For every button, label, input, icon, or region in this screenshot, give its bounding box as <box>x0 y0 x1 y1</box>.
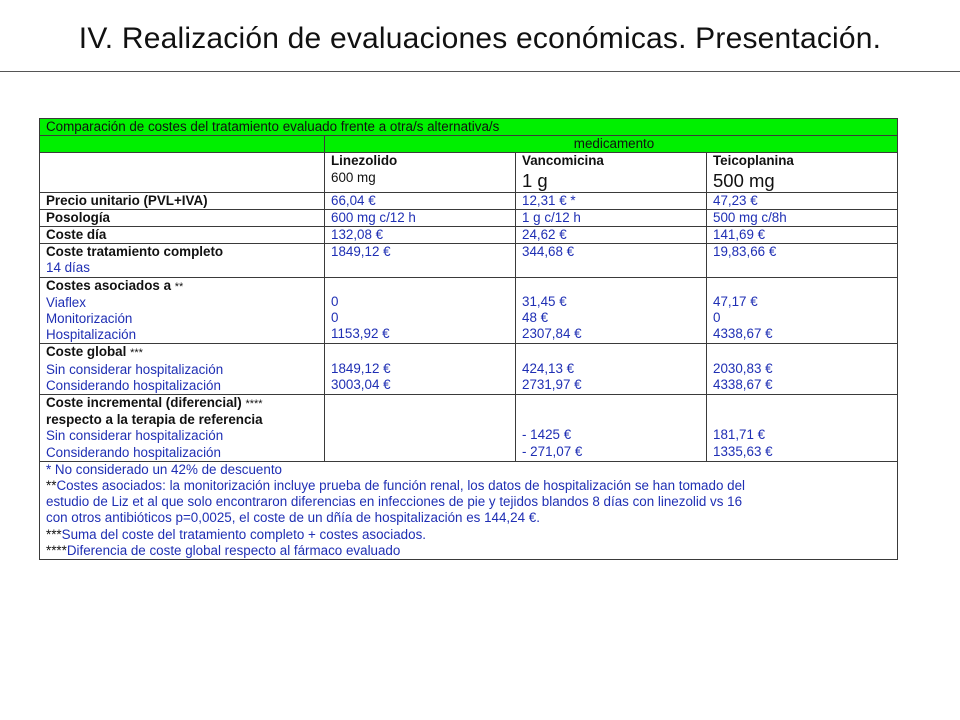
table-row <box>40 244 898 277</box>
footnote: **Costes asociados: la monitorización incluye prueba de función renal, los datos de hospitalización se han tomado del <box>46 478 745 494</box>
table-heading: Comparación de costes del tratamiento evaluado frente a otra/s alternativa/s <box>40 119 898 136</box>
drug-dose: 500 mg <box>713 169 775 191</box>
value-cell: 47,23 € <box>707 192 898 209</box>
value-cell: 2030,83 € 4338,67 € <box>707 344 898 395</box>
value-cell: 132,08 € <box>325 227 516 244</box>
value-cell: 66,04 € <box>325 192 516 209</box>
drug-header-teicoplanina <box>707 153 898 192</box>
cost-comparison-table <box>39 118 898 560</box>
row-label-full-treatment: Coste tratamiento completo 14 días <box>40 244 325 277</box>
row-label-price: Precio unitario (PVL+IVA) <box>40 192 325 209</box>
value-cell: 19,83,66 € <box>707 244 898 277</box>
table-heading-row <box>40 119 898 136</box>
value-cell: 1849,12 € <box>325 244 516 277</box>
drug-dose: 1 g <box>522 169 548 191</box>
value-cell: 31,45 € 48 € 2307,84 € <box>516 277 707 344</box>
row-label-associated-costs: Costes asociados a ** Viaflex Monitorización Hospitalización <box>40 277 325 344</box>
value-cell: 47,17 € 0 4338,67 € <box>707 277 898 344</box>
row-label-daily-cost: Coste día <box>40 227 325 244</box>
table-row <box>40 277 898 344</box>
value-cell: 500 mg c/8h <box>707 209 898 226</box>
footnote-marker: **** <box>245 398 263 411</box>
footnote: * No considerado un 42% de descuento <box>46 461 282 477</box>
table-row <box>40 209 898 226</box>
value-cell: 24,62 € <box>516 227 707 244</box>
table-row <box>40 227 898 244</box>
drug-name: Teicoplanina <box>713 153 794 169</box>
table-row <box>40 344 898 395</box>
value-cell: 424,13 € 2731,97 € <box>516 344 707 395</box>
footnotes <box>40 461 898 559</box>
row-label-posology: Posología <box>40 209 325 226</box>
footnote: estudio de Liz et al que solo encontraron diferencias en infecciones de pie y tejidos blandos 8 días con linezolid vs 16 <box>46 494 743 510</box>
table-subheading-row <box>40 136 898 153</box>
empty-cell <box>40 153 325 192</box>
title-divider <box>0 71 960 72</box>
value-cell: 344,68 € <box>516 244 707 277</box>
value-cell: 600 mg c/12 h <box>325 209 516 226</box>
drug-dose: 600 mg <box>331 169 376 185</box>
value-cell: 1849,12 € 3003,04 € <box>325 344 516 395</box>
footnote: ***Suma del coste del tratamiento completo + costes asociados. <box>46 526 426 542</box>
slide-title: IV. Realización de evaluaciones económicas. Presentación. <box>78 22 882 55</box>
value-cell: 0 0 1153,92 € <box>325 277 516 344</box>
table-row <box>40 192 898 209</box>
footnote: con otros antibióticos p=0,0025, el coste de un dñía de hospitalización es 144,24 €. <box>46 510 540 526</box>
drug-name: Linezolido <box>331 153 398 169</box>
footnote-marker: *** <box>130 347 143 360</box>
row-label-incremental-cost: Coste incremental (diferencial) **** respecto a la terapia de referencia Sin considerar hospitalización Considerando hospitalización <box>40 395 325 462</box>
value-cell <box>325 395 516 462</box>
drug-header-linezolido <box>325 153 516 192</box>
notes-row <box>40 461 898 559</box>
medicamento-header: medicamento <box>325 136 898 153</box>
value-cell: 181,71 € 1335,63 € <box>707 395 898 462</box>
value-cell: - 1425 € - 271,07 € <box>516 395 707 462</box>
footnote-marker: ** <box>174 280 184 293</box>
value-cell: 141,69 € <box>707 227 898 244</box>
footnote: ****Diferencia de coste global respecto al fármaco evaluado <box>46 542 401 558</box>
drug-header-vancomicina <box>516 153 707 192</box>
empty-cell <box>40 136 325 153</box>
row-label-global-cost: Coste global *** Sin considerar hospitalización Considerando hospitalización <box>40 344 325 395</box>
value-cell: 1 g c/12 h <box>516 209 707 226</box>
drug-name: Vancomicina <box>522 153 604 169</box>
value-cell: 12,31 € * <box>516 192 707 209</box>
drug-header-row <box>40 153 898 192</box>
table-row <box>40 395 898 462</box>
